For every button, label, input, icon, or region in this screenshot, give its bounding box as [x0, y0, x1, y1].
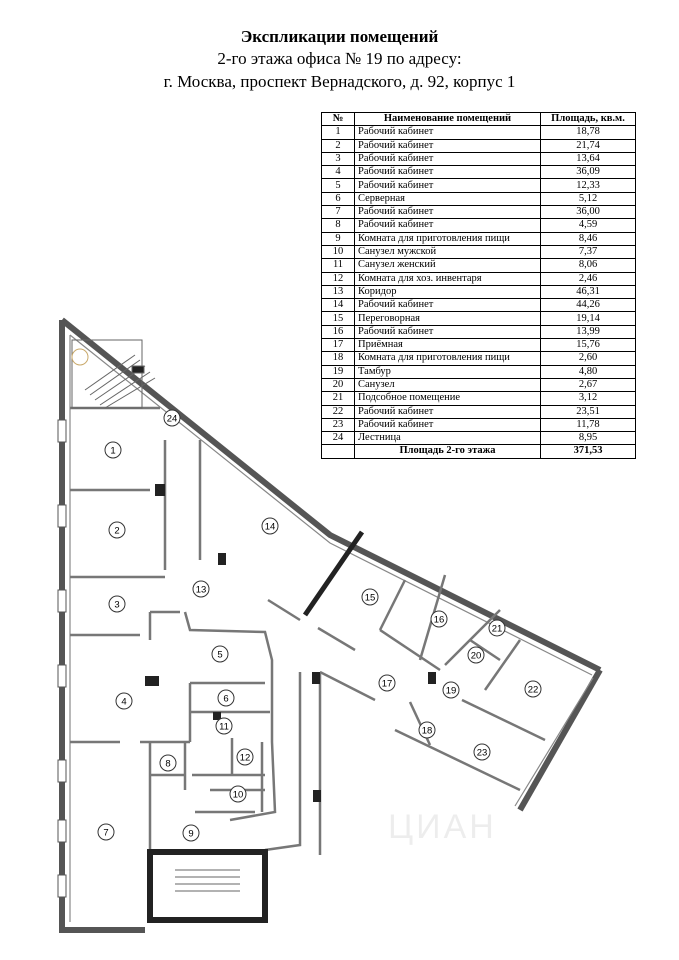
room-number-label: 5 — [217, 649, 223, 661]
room-number-label: 14 — [264, 521, 276, 533]
cell-name: Санузел женский — [355, 259, 541, 272]
cell-number: 2 — [322, 139, 355, 152]
cell-area: 19,14 — [541, 312, 636, 325]
wall — [268, 600, 300, 620]
cell-number: 4 — [322, 166, 355, 179]
document-title: Экспликации помещений — [240, 27, 439, 46]
stair-shaft — [150, 852, 265, 920]
cell-name: Рабочий кабинет — [355, 418, 541, 431]
cell-number: 12 — [322, 272, 355, 285]
staircase-bottom — [150, 852, 265, 920]
cell-number: 23 — [322, 418, 355, 431]
room-number-label: 9 — [188, 828, 194, 840]
cell-area: 15,76 — [541, 339, 636, 352]
cell-name: Санузел мужской — [355, 245, 541, 258]
cell-number: 24 — [322, 432, 355, 445]
wall — [395, 730, 520, 790]
cell-name: Лестница — [355, 432, 541, 445]
room-number-label: 6 — [223, 693, 229, 705]
cell-area: 44,26 — [541, 299, 636, 312]
total-label: Площадь 2-го этажа — [355, 445, 541, 458]
cell-name: Рабочий кабинет — [355, 325, 541, 338]
cell-area: 23,51 — [541, 405, 636, 418]
fan-icon — [72, 349, 88, 365]
cell-number: 5 — [322, 179, 355, 192]
column — [145, 676, 159, 686]
cell-number: 20 — [322, 378, 355, 391]
column-header-name: Наименование помещений — [355, 113, 541, 126]
wall — [380, 630, 440, 670]
cell-area: 4,80 — [541, 365, 636, 378]
cell-area: 2,46 — [541, 272, 636, 285]
cell-number: 3 — [322, 152, 355, 165]
wall — [318, 628, 355, 650]
cell-area: 8,06 — [541, 259, 636, 272]
cell-area: 2,67 — [541, 378, 636, 391]
cell-number: 9 — [322, 232, 355, 245]
outer-walls — [62, 320, 600, 930]
cell-name: Рабочий кабинет — [355, 166, 541, 179]
cell-number: 21 — [322, 392, 355, 405]
cell-name: Приёмная — [355, 339, 541, 352]
column-header-area: Площадь, кв.м. — [541, 113, 636, 126]
wall — [265, 672, 300, 850]
cell-area: 7,37 — [541, 245, 636, 258]
cell-number: 11 — [322, 259, 355, 272]
room-number-label: 16 — [433, 614, 445, 626]
cell-number: 8 — [322, 219, 355, 232]
column-header-number: № — [322, 113, 355, 126]
cell-area: 11,78 — [541, 418, 636, 431]
room-number-label: 21 — [491, 623, 503, 635]
document-address: г. Москва, проспект Вернадского, д. 92, корпус 1 — [163, 72, 516, 91]
cell-area: 36,09 — [541, 166, 636, 179]
cell-number: 16 — [322, 325, 355, 338]
cell-area: 4,59 — [541, 219, 636, 232]
cell-area: 46,31 — [541, 285, 636, 298]
window — [58, 590, 66, 612]
cell-number: 10 — [322, 245, 355, 258]
watermark: ЦИАН — [388, 808, 497, 846]
cell-name: Рабочий кабинет — [355, 206, 541, 219]
cell-number: 18 — [322, 352, 355, 365]
column — [428, 672, 436, 684]
window — [58, 665, 66, 687]
cell-number: 22 — [322, 405, 355, 418]
cell-name: Комната для приготовления пищи — [355, 232, 541, 245]
columns — [145, 484, 436, 802]
column — [313, 790, 321, 802]
cell-area: 36,00 — [541, 206, 636, 219]
cell-area: 2,60 — [541, 352, 636, 365]
cell-area: 13,64 — [541, 152, 636, 165]
room-number-label: 13 — [195, 584, 207, 596]
wall — [462, 700, 545, 740]
cell-area: 8,95 — [541, 432, 636, 445]
cell-number: 14 — [322, 299, 355, 312]
cell-area: 12,33 — [541, 179, 636, 192]
cell-name: Коридор — [355, 285, 541, 298]
column — [132, 366, 144, 373]
interior-walls — [70, 408, 545, 920]
room-number-label: 20 — [470, 650, 482, 662]
outer-wall-right-inner — [515, 678, 593, 806]
cell-name: Санузел — [355, 378, 541, 391]
cell-name: Рабочий кабинет — [355, 405, 541, 418]
cell-name: Рабочий кабинет — [355, 179, 541, 192]
cell-area: 13,99 — [541, 325, 636, 338]
cell-name: Рабочий кабинет — [355, 219, 541, 232]
cell-name: Рабочий кабинет — [355, 152, 541, 165]
wall — [320, 672, 375, 700]
cell-number: 15 — [322, 312, 355, 325]
cell-name: Рабочий кабинет — [355, 299, 541, 312]
total-area: 371,53 — [541, 445, 636, 458]
cell-number: 19 — [322, 365, 355, 378]
wall — [485, 640, 520, 690]
cell-name: Серверная — [355, 192, 541, 205]
cell-name: Переговорная — [355, 312, 541, 325]
room-number-label: 18 — [421, 725, 433, 737]
column — [218, 553, 226, 565]
room-number-label: 2 — [114, 525, 120, 537]
window — [58, 505, 66, 527]
cell-name: Комната для хоз. инвентаря — [355, 272, 541, 285]
staircase-24 — [72, 340, 155, 408]
window — [58, 820, 66, 842]
room-number-label: 23 — [476, 747, 488, 759]
window — [58, 875, 66, 897]
window — [58, 420, 66, 442]
cell-number: 13 — [322, 285, 355, 298]
cell-area: 8,46 — [541, 232, 636, 245]
room-number-label: 3 — [114, 599, 120, 611]
window — [58, 760, 66, 782]
column — [155, 484, 165, 496]
cell-area: 3,12 — [541, 392, 636, 405]
cell-name: Рабочий кабинет — [355, 126, 541, 139]
room-number-label: 24 — [166, 413, 178, 425]
cell-area: 5,12 — [541, 192, 636, 205]
document-subtitle: 2-го этажа офиса № 19 по адресу: — [217, 49, 462, 68]
room-number-label: 8 — [165, 758, 171, 770]
cell-area: 18,78 — [541, 126, 636, 139]
room-number-label: 4 — [121, 696, 127, 708]
cell-name: Тамбур — [355, 365, 541, 378]
cell-name: Рабочий кабинет — [355, 139, 541, 152]
room-number-label: 11 — [219, 721, 229, 733]
room-number-label: 7 — [103, 827, 109, 839]
cell-number: 17 — [322, 339, 355, 352]
column — [312, 672, 320, 684]
wall — [380, 580, 405, 630]
cell-number: 1 — [322, 126, 355, 139]
room-number-label: 22 — [527, 684, 539, 696]
room-number-label: 1 — [110, 445, 116, 457]
room-number-label: 10 — [232, 789, 244, 801]
cell-name: Комната для приготовления пищи — [355, 352, 541, 365]
room-number-label: 19 — [445, 685, 457, 697]
cell-name: Подсобное помещение — [355, 392, 541, 405]
room-number-label: 15 — [364, 592, 376, 604]
cell-number: 6 — [322, 192, 355, 205]
room-number-label: 17 — [381, 678, 393, 690]
cell-area: 21,74 — [541, 139, 636, 152]
cell-number: 7 — [322, 206, 355, 219]
room-number-label: 12 — [239, 752, 251, 764]
